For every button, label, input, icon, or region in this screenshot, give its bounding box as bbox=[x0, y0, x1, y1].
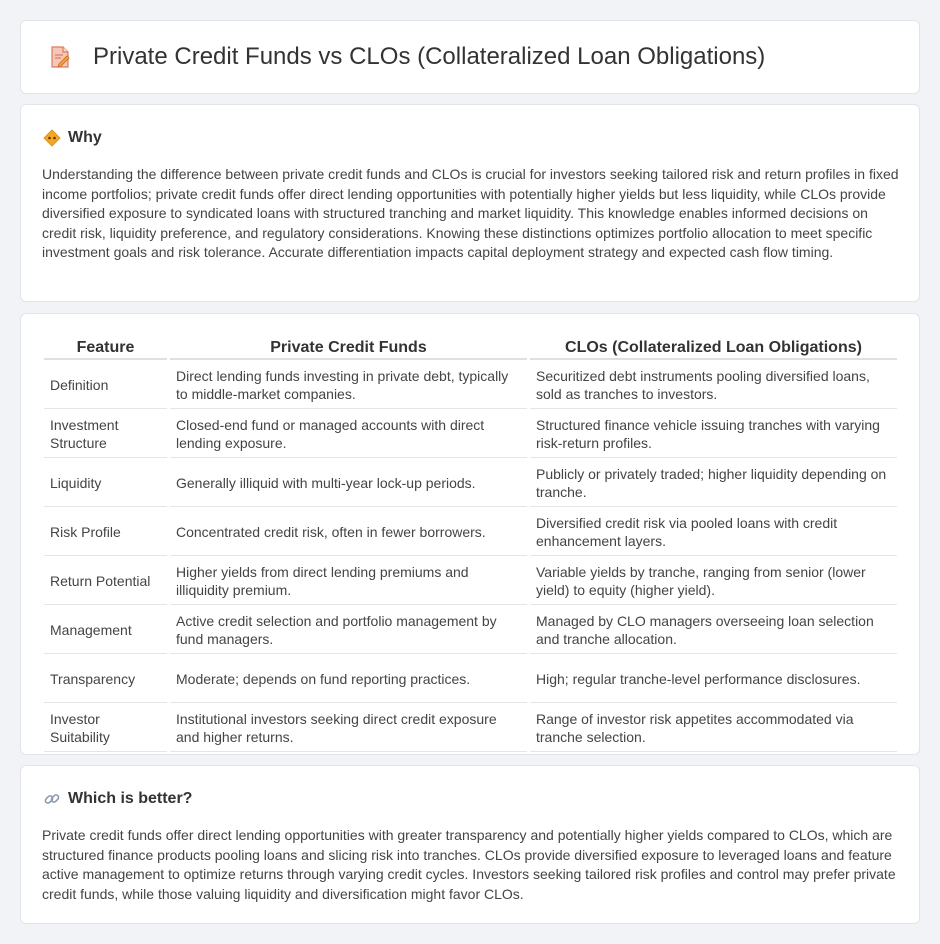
title-card bbox=[20, 20, 920, 94]
better-text: Private credit funds offer direct lending opportunities with greater transparency and potentially higher yields compared to CLOs, which are structured finance products pooling loans and slicing risk into tranches. CLOs provide diversified exposure to leveraged loans and feature active management to optimize returns through varying credit cycles. Investors seeking tailored risk profiles and control may prefer private credit funds, while those valuing liquidity and diversification might favor CLOs. bbox=[42, 827, 896, 902]
private-credit-cell: Closed-end fund or managed accounts with direct lending exposure. bbox=[170, 411, 527, 458]
why-text: Understanding the difference between private credit funds and CLOs is crucial for investors seeking tailored risk and return profiles in fixed income portfolios; private credit funds offer direct lending opportunities with potentially higher yields but less liquidity, while CLOs provide diversified exposure to syndicated loans with structured tranching and market liquidity. This knowledge enables informed decisions on credit risk, liquidity preference, and regulatory considerations. Knowing these distinctions optimizes portfolio allocation to meet specific investment goals and risk tolerance. Accurate differentiation impacts capital deployment strategy and expected cash flow timing. bbox=[42, 166, 899, 260]
feature-cell: Definition bbox=[44, 362, 167, 409]
feature-cell: Risk Profile bbox=[44, 509, 167, 556]
table-row bbox=[44, 656, 897, 703]
clo-cell: Diversified credit risk via pooled loans with credit enhancement layers. bbox=[530, 509, 897, 556]
clo-cell: Structured finance vehicle issuing tranches with varying risk-return profiles. bbox=[530, 411, 897, 458]
clo-cell: Variable yields by tranche, ranging from senior (lower yield) to equity (higher yield). bbox=[530, 558, 897, 605]
table-row bbox=[44, 411, 897, 458]
header-feature: Feature bbox=[44, 332, 167, 360]
feature-cell: Transparency bbox=[44, 656, 167, 703]
why-heading: Why bbox=[68, 129, 102, 146]
clo-cell: High; regular tranche-level performance disclosures. bbox=[530, 656, 897, 703]
header-clos: CLOs (Collateralized Loan Obligations) bbox=[530, 332, 897, 360]
better-heading: Which is better? bbox=[68, 790, 193, 807]
which-is-better-section bbox=[20, 765, 920, 924]
private-credit-cell: Direct lending funds investing in private debt, typically to middle-market companies. bbox=[170, 362, 527, 409]
comparison-table-card bbox=[20, 313, 920, 755]
private-credit-cell: Generally illiquid with multi-year lock-up periods. bbox=[170, 460, 527, 507]
table-header-row bbox=[44, 332, 897, 360]
private-credit-cell: Institutional investors seeking direct credit exposure and higher returns. bbox=[170, 705, 527, 752]
document-edit-icon bbox=[47, 44, 73, 70]
why-section bbox=[20, 104, 920, 302]
feature-cell: Return Potential bbox=[44, 558, 167, 605]
feature-cell: Investment Structure bbox=[44, 411, 167, 458]
private-credit-cell: Active credit selection and portfolio management by fund managers. bbox=[170, 607, 527, 654]
clo-cell: Publicly or privately traded; higher liquidity depending on tranche. bbox=[530, 460, 897, 507]
feature-cell: Liquidity bbox=[44, 460, 167, 507]
comparison-table bbox=[41, 330, 900, 754]
private-credit-cell: Moderate; depends on fund reporting practices. bbox=[170, 656, 527, 703]
link-icon bbox=[42, 790, 62, 808]
table-row bbox=[44, 460, 897, 507]
private-credit-cell: Higher yields from direct lending premiums and illiquidity premium. bbox=[170, 558, 527, 605]
table-row bbox=[44, 705, 897, 752]
page-title: Private Credit Funds vs CLOs (Collateralized Loan Obligations) bbox=[93, 43, 766, 70]
feature-cell: Investor Suitability bbox=[44, 705, 167, 752]
table-row bbox=[44, 607, 897, 654]
private-credit-cell: Concentrated credit risk, often in fewer borrowers. bbox=[170, 509, 527, 556]
table-row bbox=[44, 558, 897, 605]
clo-cell: Managed by CLO managers overseeing loan selection and tranche allocation. bbox=[530, 607, 897, 654]
feature-cell: Management bbox=[44, 607, 167, 654]
clo-cell: Range of investor risk appetites accommodated via tranche selection. bbox=[530, 705, 897, 752]
clo-cell: Securitized debt instruments pooling diversified loans, sold as tranches to investors. bbox=[530, 362, 897, 409]
header-private-credit: Private Credit Funds bbox=[170, 332, 527, 360]
table-row bbox=[44, 362, 897, 409]
diamond-warning-icon bbox=[42, 129, 62, 147]
table-row bbox=[44, 509, 897, 556]
